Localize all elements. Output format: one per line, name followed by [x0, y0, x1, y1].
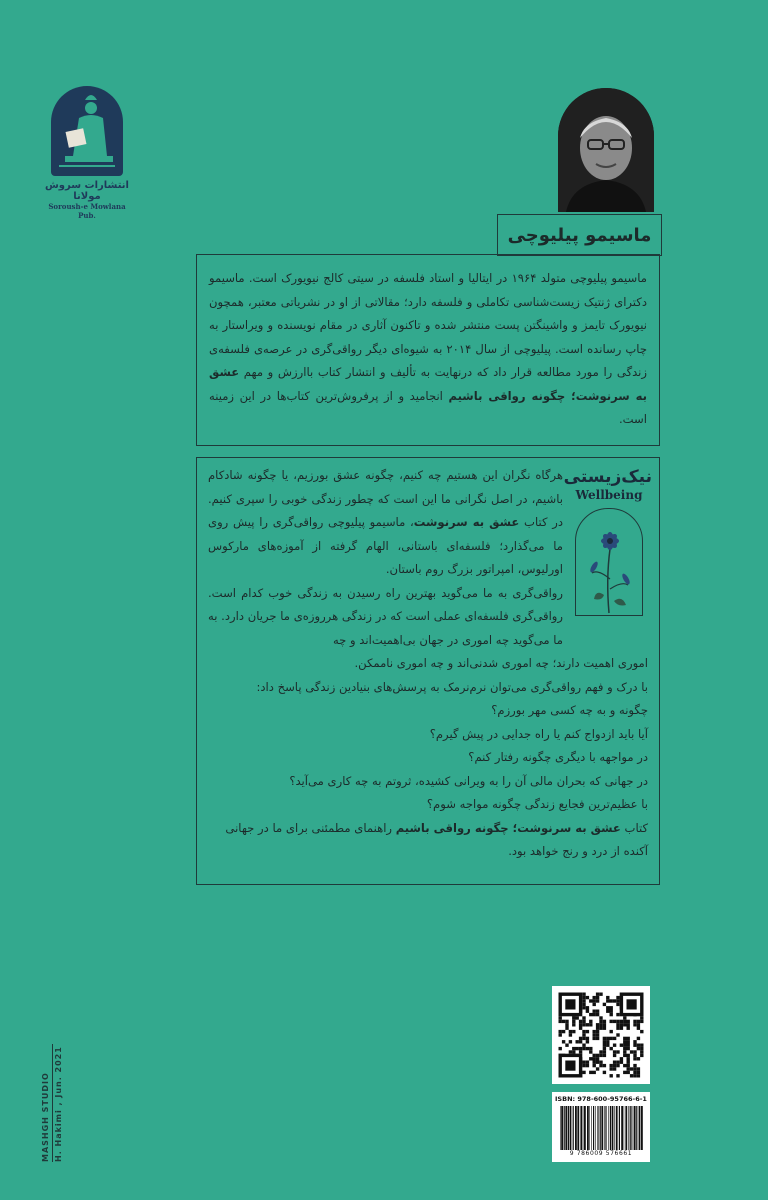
- question-item: چگونه و به چه کسی مهر بورزم؟: [491, 703, 648, 717]
- description-intro-3: رواقی‌گری به ما می‌گوید بهترین راه رسیدن به زندگی خوب کدام است. رواقی‌گری فلسفه‌ای عملی است که در زندگی هرروزه‌ی ما جریان دارد. به ما می‌گوید چه اموری در جهان بی‌اهمیت‌اند و چه: [208, 585, 563, 647]
- isbn-barcode: [552, 1092, 650, 1162]
- barcode-icon: [558, 1106, 644, 1150]
- flower-icon: [575, 508, 643, 616]
- description-intro-1: هرگاه نگران این هستیم چه کنیم، چگونه عشق بورزیم، یا چگونه شادکام باشیم، در اصل نگرانی ما این است که چطور زندگی خوبی را سپری کنیم. در کتاب: [208, 468, 563, 529]
- closing-1: کتاب: [620, 820, 648, 835]
- series-name-fa: نیک‌زیستی: [563, 467, 652, 487]
- description-rest: [208, 652, 648, 864]
- description-intro-2: ، ماسیمو پیلیوچی رواقی‌گری را پیش روی ما می‌گذارد؛ فلسفه‌ای باستانی، الهام گرفته از آموزه‌های مارکوس اورلیوس، امپراتور بزرگ روم باستان.: [208, 515, 563, 576]
- publisher-logo: [40, 86, 134, 220]
- series-badge: [563, 462, 652, 642]
- description-rest-1: اموری اهمیت دارند؛ چه اموری شدنی‌اند و چه اموری ناممکن.: [354, 656, 648, 670]
- publisher-emblem-icon: [51, 86, 123, 176]
- description-rest-2: با درک و فهم رواقی‌گری می‌توان نرم‌نرمک به پرسش‌های بنیادین زندگی پاسخ داد:: [256, 679, 648, 694]
- series-name-en: Wellbeing: [575, 488, 643, 502]
- closing-title: عشق به سرنوشت؛ چگونه رواقی باشیم: [395, 820, 621, 835]
- qr-code: [552, 986, 650, 1084]
- question-item: در جهانی که بحران مالی آن را به ویرانی کشیده، ثروتم به چه کاری می‌آید؟: [289, 773, 648, 788]
- bio-text: ماسیمو پیلیوچی متولد ۱۹۶۴ در ایتالیا و استاد فلسفه در سیتی کالج نیویورک است. ماسیمو دکترای ژنتیک زیست‌شناسی تکاملی و فلسفه دارد؛ مقالاتی از او در نشریاتی معتبر، همچون نیویورک تایمز و واشینگتن پست منتشر شده و تاکنون آثاری در مقام نویسنده و ویراستار به چاپ رسانده است. پیلیوچی از سال ۲۰۱۴ به شیوه‌ای دیگر رواقی‌گری در عرصه‌ی فلسفه‌ی زندگی را مورد مطالعه قرار داد که درنهایت به تألیف و انتشار کتاب باارزش و مهم: [209, 271, 647, 379]
- qr-code-icon: [552, 986, 650, 1084]
- description-intro-title: عشق به سرنوشت: [413, 515, 520, 529]
- closing-2: راهنمای مطمئنی برای ما در جهانی آکنده از درد و رنج خواهد بود.: [225, 820, 648, 858]
- bio-book-title: عشق به سرنوشت؛ چگونه رواقی باشیم: [209, 365, 647, 403]
- bio-text-end: انجامید و از پرفروش‌ترین کتاب‌ها در این زمینه است.: [209, 388, 647, 426]
- publisher-name-fa: انتشارات سروش مولانا: [45, 180, 129, 202]
- description-intro: [208, 464, 563, 652]
- author-name: ماسیمو پیلیوچی: [497, 214, 662, 256]
- author-bio: [196, 254, 660, 446]
- studio-credit: [40, 1044, 70, 1162]
- designer-name: H. Hakimi , Jun. 2021: [54, 1046, 63, 1162]
- barcode-digits: 9 786009 576661: [569, 1150, 633, 1157]
- studio-name: MASHGH STUDIO: [40, 1044, 53, 1162]
- isbn-label: ISBN: 978-600-95766-6-1: [555, 1095, 647, 1103]
- question-item: آیا باید ازدواج کنم یا راه جدایی در پیش گیرم؟: [429, 726, 648, 741]
- author-photo: [558, 88, 654, 212]
- question-item: در مواجهه با دیگری چگونه رفتار کنم؟: [468, 750, 648, 764]
- question-item: با عظیم‌ترین فجایع زندگی چگونه مواجه شوم؟: [426, 797, 648, 811]
- publisher-name-en: Soroush-e Mowlana Pub.: [48, 202, 126, 220]
